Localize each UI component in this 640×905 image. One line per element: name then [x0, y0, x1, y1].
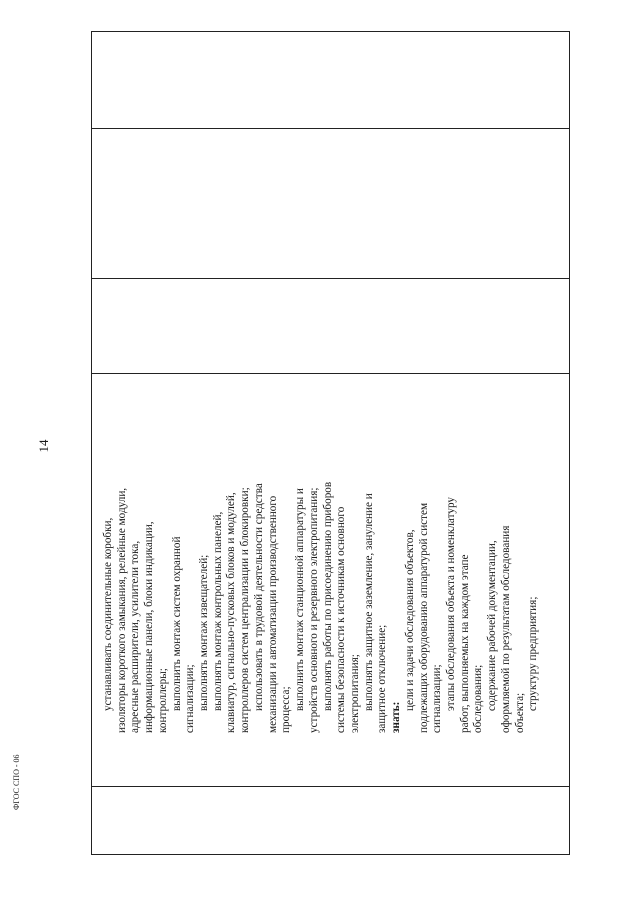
text-line: информационные панели, блоки индикации,	[143, 521, 156, 733]
text-line: выполнять монтаж контрольных панелей,	[211, 511, 224, 711]
text-line: выполнять защитное заземление, зануление и	[362, 493, 375, 711]
text-line: системы безопасности к источникам основного	[335, 506, 348, 733]
table-row-divider	[92, 278, 569, 279]
text-line: обследования;	[472, 664, 485, 733]
text-line: сигнализации;	[184, 664, 197, 733]
text-line: цели и задачи обследования объектов,	[403, 529, 416, 711]
text-line: контроллеров систем централизации и блокировки;	[239, 487, 252, 733]
text-line: устройств основного и резервного электропитания;	[307, 487, 320, 733]
text-line: изоляторы короткого замыкания, релейные модули,	[115, 487, 128, 733]
text-line: выполнять работы по присоединению приборов	[321, 481, 334, 711]
text-line: подлежащих оборудованию аппаратурой систем	[417, 502, 430, 733]
text-line: сигнализации;	[431, 664, 444, 733]
text-line: выполнить монтаж систем охранной	[170, 536, 183, 711]
page-number: 14	[36, 439, 51, 453]
table-row-divider	[92, 128, 569, 129]
text-line: механизации и автоматизации производственного	[266, 495, 279, 733]
text-line: объекта;	[513, 692, 526, 733]
text-line: электропитания;	[348, 654, 361, 733]
text-line: этапы обследования объекта и номенклатуру	[444, 497, 457, 711]
text-line: выполнять монтаж извещателей;	[198, 554, 211, 711]
text-line: устанавливать соединительные коробки,	[102, 517, 114, 711]
text-line: клавиатур, сигнально-пусковых блоков и модулей,	[225, 492, 238, 733]
skills-knowledge-cell	[100, 368, 570, 733]
table-row-divider	[92, 786, 569, 787]
text-line: процесса;	[280, 686, 293, 733]
text-line: содержание рабочей документации,	[486, 540, 499, 711]
text-line: структуру предприятия;	[527, 596, 540, 711]
text-line: оформляемой по результатам обследования	[499, 525, 512, 733]
text-line: контроллеры;	[156, 668, 169, 733]
text-line: адресные расширители, усилители тока,	[129, 540, 142, 733]
text-line: работ, выполняемых на каждом этапе	[458, 554, 471, 733]
text-line: знать:	[390, 701, 403, 733]
text-line: использовать в трудовой деятельности средства	[252, 483, 265, 711]
footer-code: ФГОС СПО - 06	[12, 754, 21, 810]
text-line: защитное отключение;	[376, 624, 389, 733]
skills-list	[100, 368, 541, 733]
text-line: выполнить монтаж станционной аппаратуры и	[294, 488, 307, 711]
